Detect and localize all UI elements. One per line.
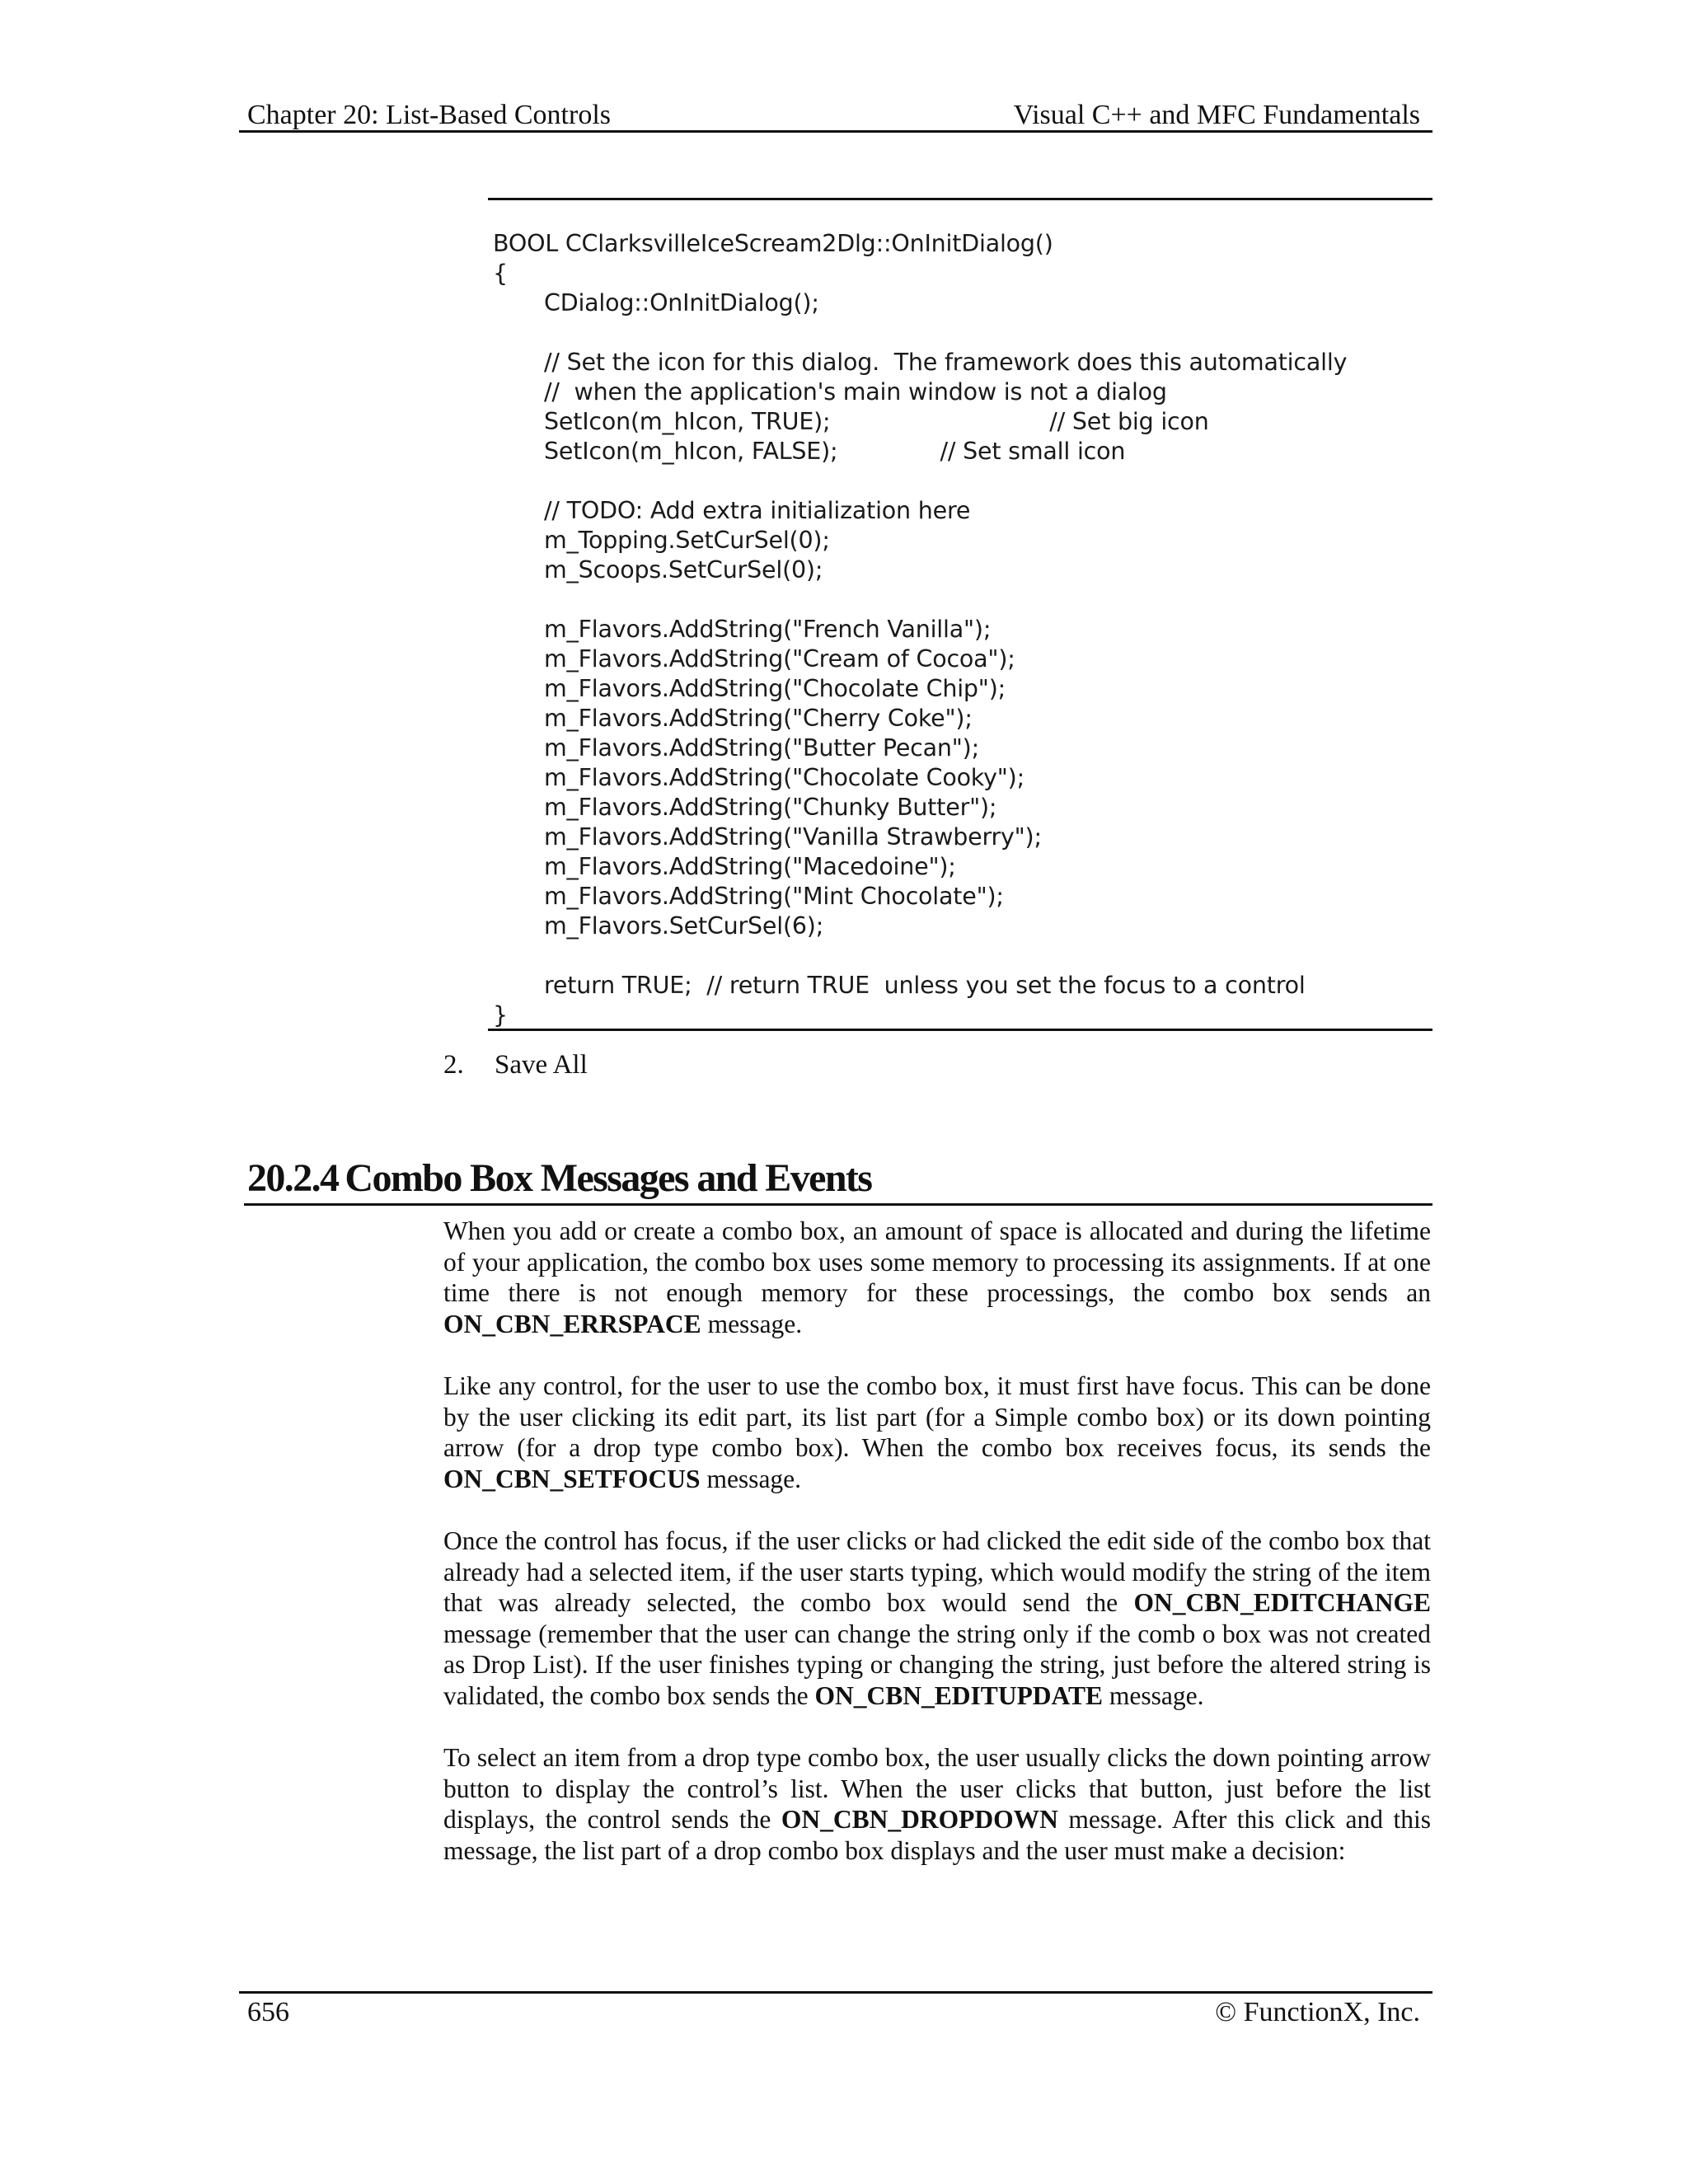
code-line: SetIcon(m_hIcon, FALSE); // Set small icon [544,438,1126,465]
code-line: } [493,1001,508,1029]
code-line: m_Flavors.AddString("Chocolate Chip"); [544,675,1006,702]
page-number: 656 [247,1997,289,2027]
section-title: Combo Box Messages and Events [345,1156,872,1200]
code-line: m_Flavors.AddString("French Vanilla"); [544,616,992,643]
message-name: ON_CBN_ERRSPACE [443,1309,701,1338]
code-line: m_Flavors.AddString("Vanilla Strawberry"); [544,823,1042,851]
step-text: Save All [495,1050,588,1080]
code-line [493,941,1432,971]
code-line: CDialog::OnInitDialog(); [544,289,819,316]
code-line: // when the application's main window is not a dialog [544,378,1167,405]
section-heading [247,1154,871,1203]
code-line: BOOL CClarksvilleIceScream2Dlg::OnInitDialog() [493,230,1053,257]
code-line: return TRUE; // return TRUE unless you set the focus to a control [544,972,1306,999]
code-line: m_Flavors.AddString("Mint Chocolate"); [544,883,1004,910]
paragraph-text: Once the control has focus, if the user clicks or had clicked the edit side of the combo box that already had a selected item, if the user starts typing, which would modify the string of the item that was already selected, the combo box would send the [443,1526,1431,1617]
code-listing [493,229,1432,1030]
paragraph-text: message. [701,1309,803,1338]
code-line [493,585,1432,615]
body-paragraph [443,1742,1431,1866]
body-paragraph [443,1371,1431,1494]
body-paragraph [443,1526,1431,1711]
code-line: m_Flavors.AddString("Cream of Cocoa"); [544,645,1015,673]
code-line: SetIcon(m_hIcon, TRUE); // Set big icon [544,408,1209,435]
code-top-rule [488,198,1432,200]
code-bottom-rule [488,1029,1432,1031]
paragraph-text: message. [1102,1680,1204,1710]
body-text [443,1216,1431,1897]
running-header-book-title: Visual C++ and MFC Fundamentals [1013,100,1420,130]
header-rule [239,130,1432,133]
code-line: m_Flavors.AddString("Cherry Coke"); [544,705,973,732]
code-line [493,466,1432,496]
paragraph-text: message. [700,1464,802,1493]
section-rule [244,1203,1432,1206]
message-name: ON_CBN_DROPDOWN [781,1805,1058,1834]
running-header-chapter: Chapter 20: List-Based Controls [247,100,612,130]
code-line: m_Flavors.AddString("Butter Pecan"); [544,734,979,762]
footer-rule [239,1991,1432,1994]
code-line: m_Topping.SetCurSel(0); [544,527,830,554]
code-line: m_Flavors.AddString("Macedoine"); [544,853,956,880]
paragraph-text: message. After this click and this message, the list part of a drop combo box displays and the user must make a decision: [443,1805,1431,1865]
code-line: m_Flavors.AddString("Chunky Butter"); [544,794,997,821]
message-name: ON_CBN_EDITUPDATE [814,1680,1103,1710]
code-line: m_Scoops.SetCurSel(0); [544,556,823,583]
footer-copyright: © FunctionX, Inc. [1215,1997,1420,2027]
code-line: // TODO: Add extra initialization here [544,497,971,524]
paragraph-text: To select an item from a drop type combo box, the user usually clicks the down pointing arrow button to display the control’s list. When the user clicks that button, just before the list displays, the control sends the [443,1743,1431,1834]
body-paragraph [443,1216,1431,1339]
code-line: { [493,260,508,287]
message-name: ON_CBN_SETFOCUS [443,1464,701,1493]
code-line: m_Flavors.SetCurSel(6); [544,912,824,940]
message-name: ON_CBN_EDITCHANGE [1133,1588,1431,1617]
step-item [443,1048,588,1081]
code-line [493,318,1432,348]
paragraph-text: message (remember that the user can change the string only if the comb o box was not created as Drop List). If the user finishes typing or changing the string, just before the altered string is validated, the combo box sends the [443,1619,1431,1710]
section-number: 20.2.4 [247,1156,339,1200]
paragraph-text: Like any control, for the user to use the combo box, it must first have focus. This can be done by the user clicking its edit part, its list part (for a Simple combo box) or its down pointing arrow (for a drop type combo box). When the combo box receives focus, its sends the [443,1371,1431,1462]
code-line: m_Flavors.AddString("Chocolate Cooky"); [544,764,1025,791]
paragraph-text: When you add or create a combo box, an amount of space is allocated and during the lifetime of your application, the combo box uses some memory to processing its assignments. If at one time there is not enough memory for these processings, the combo box sends an [443,1216,1431,1307]
step-number: 2. [443,1050,464,1080]
code-line: // Set the icon for this dialog. The framework does this automatically [544,349,1348,376]
